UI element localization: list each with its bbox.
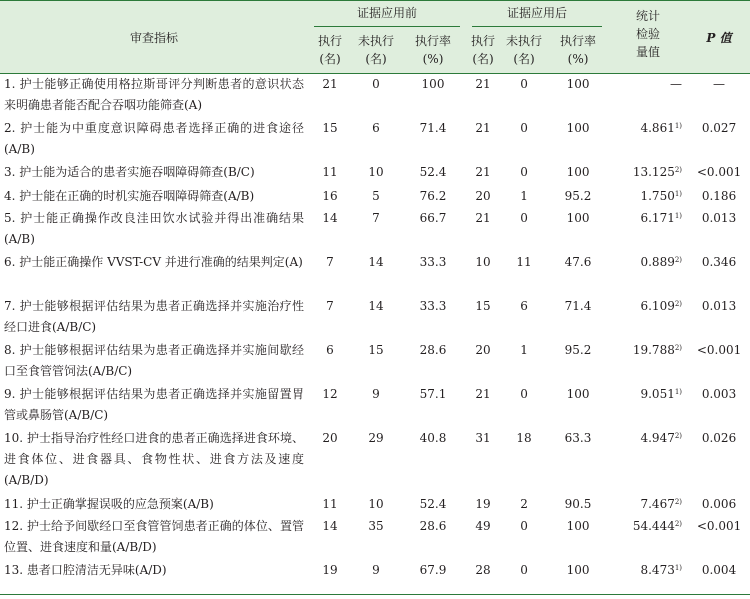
before-nonexec-cell: [352, 296, 400, 340]
header-before-exec: [308, 27, 352, 74]
stat-value-text: 4.861: [640, 121, 675, 135]
before-rate-text: 52.4: [419, 497, 447, 511]
p-value-cell: [688, 384, 750, 428]
before-nonexec-cell: [352, 252, 400, 296]
header-before-rate-l2: (%): [422, 52, 444, 66]
indicator-cell: [0, 208, 308, 252]
before-rate-text: 67.9: [419, 563, 447, 577]
indicator-text: 5. 护士能正确操作改良洼田饮水试验并得出准确结果(A/B): [4, 211, 304, 246]
before-exec-cell: [308, 560, 352, 595]
after-nonexec-text: 0: [520, 519, 528, 533]
after-nonexec-cell: [500, 516, 548, 560]
indicator-text: 3. 护士能为适合的患者实施吞咽障碍筛查(B/C): [4, 165, 255, 179]
after-exec-cell: [466, 74, 500, 119]
test-type-footnote-mark: 1): [674, 212, 683, 220]
before-nonexec-cell: [352, 494, 400, 516]
after-exec-text: 21: [475, 121, 491, 135]
header-after-exec-l2: (名): [472, 52, 494, 66]
before-exec-text: 7: [326, 255, 334, 269]
before-rate-text: 28.6: [419, 343, 447, 357]
after-nonexec-cell: [500, 428, 548, 494]
indicator-text: 8. 护士能够根据评估结果为患者正确选择并实施间歇经口至食管管饲法(A/B/C): [4, 343, 304, 378]
header-before-nonexec-l2: (名): [365, 52, 387, 66]
after-exec-cell: [466, 118, 500, 162]
after-rate-text: 100: [566, 165, 590, 179]
p-value-cell: [688, 74, 750, 119]
before-exec-cell: [308, 74, 352, 119]
p-value-text: 0.186: [701, 189, 737, 203]
before-exec-text: 15: [322, 121, 338, 135]
p-value-text: <0.001: [696, 165, 742, 179]
header-after-rate-l2: (%): [567, 52, 589, 66]
after-nonexec-text: 11: [516, 255, 532, 269]
stat-value-cell: [608, 162, 688, 186]
stat-value-cell: [608, 340, 688, 384]
header-before-rate: [400, 27, 466, 74]
p-value-text: 0.006: [701, 497, 737, 511]
table-row: [0, 516, 750, 560]
header-before-rate-l1: 执行率: [415, 34, 452, 48]
table-row: [0, 296, 750, 340]
before-rate-cell: [400, 340, 466, 384]
after-nonexec-text: 18: [516, 431, 532, 445]
before-rate-cell: [400, 162, 466, 186]
table-row: [0, 494, 750, 516]
stat-value-cell: [608, 118, 688, 162]
after-rate-cell: [548, 162, 608, 186]
table-row: [0, 208, 750, 252]
after-rate-cell: [548, 252, 608, 296]
before-rate-cell: [400, 560, 466, 595]
stat-value-text: 6.171: [640, 211, 675, 225]
test-type-footnote-mark: 1): [674, 564, 683, 572]
indicator-cell: [0, 118, 308, 162]
before-exec-text: 21: [322, 77, 338, 91]
before-exec-text: 11: [322, 497, 338, 511]
header-after-exec-l1: 执行: [471, 34, 496, 48]
test-type-footnote-mark: 2): [674, 300, 683, 308]
stat-value-text: 7.467: [640, 497, 675, 511]
before-exec-text: 19: [322, 563, 338, 577]
after-rate-cell: [548, 428, 608, 494]
stat-value-cell: [608, 252, 688, 296]
after-exec-text: 19: [475, 497, 491, 511]
p-value-cell: [688, 296, 750, 340]
after-nonexec-cell: [500, 252, 548, 296]
before-exec-cell: [308, 516, 352, 560]
p-value-text: 0.004: [701, 563, 737, 577]
after-rate-cell: [548, 186, 608, 208]
indicator-cell: [0, 296, 308, 340]
after-rate-text: 100: [566, 77, 590, 91]
header-after-rate-l1: 执行率: [560, 34, 597, 48]
header-before-exec-l1: 执行: [317, 34, 342, 48]
indicator-cell: [0, 560, 308, 595]
after-rate-text: 95.2: [564, 189, 592, 203]
indicator-cell: [0, 162, 308, 186]
indicator-cell: [0, 516, 308, 560]
before-nonexec-text: 14: [368, 255, 384, 269]
test-type-footnote-mark: 2): [674, 344, 683, 352]
header-after-nonexec-l2: (名): [513, 52, 535, 66]
after-rate-text: 90.5: [564, 497, 592, 511]
p-value-text: 0.013: [701, 211, 737, 225]
before-rate-cell: [400, 516, 466, 560]
p-value-cell: [688, 340, 750, 384]
table-row: [0, 340, 750, 384]
table-row: [0, 74, 750, 119]
before-nonexec-text: 9: [372, 387, 380, 401]
after-exec-text: 49: [475, 519, 491, 533]
test-type-footnote-mark: 2): [674, 166, 683, 174]
after-rate-text: 71.4: [564, 299, 592, 313]
after-nonexec-cell: [500, 162, 548, 186]
after-rate-cell: [548, 340, 608, 384]
table-row: [0, 560, 750, 595]
before-nonexec-text: 10: [368, 165, 384, 179]
after-nonexec-text: 1: [520, 343, 528, 357]
stat-value-cell: [608, 208, 688, 252]
before-rate-text: 52.4: [419, 165, 447, 179]
after-nonexec-text: 2: [520, 497, 528, 511]
before-rate-cell: [400, 186, 466, 208]
stat-value-cell: [608, 560, 688, 595]
test-type-footnote-mark: 2): [674, 498, 683, 506]
stat-value-text: 8.473: [640, 563, 675, 577]
after-exec-cell: [466, 384, 500, 428]
table-row: [0, 186, 750, 208]
p-value-text: 0.027: [701, 121, 737, 135]
indicator-cell: [0, 186, 308, 208]
after-nonexec-cell: [500, 296, 548, 340]
indicator-text: 13. 患者口腔清洁无异味(A/D): [4, 563, 167, 577]
after-nonexec-text: 1: [520, 189, 528, 203]
before-exec-cell: [308, 428, 352, 494]
before-rate-text: 71.4: [419, 121, 447, 135]
p-value-text: 0.013: [701, 299, 737, 313]
indicator-text: 2. 护士能为中重度意识障碍患者选择正确的进食途径(A/B): [4, 121, 304, 156]
stat-value-cell: [608, 494, 688, 516]
before-nonexec-cell: [352, 162, 400, 186]
after-exec-cell: [466, 428, 500, 494]
test-type-footnote-mark: 2): [674, 432, 683, 440]
indicator-cell: [0, 74, 308, 119]
before-rate-text: 100: [421, 77, 445, 91]
indicator-cell: [0, 340, 308, 384]
after-rate-text: 100: [566, 387, 590, 401]
stat-value-text: —: [670, 77, 683, 91]
test-type-footnote-mark: 1): [674, 190, 683, 198]
after-rate-cell: [548, 516, 608, 560]
test-type-footnote-mark: 1): [674, 388, 683, 396]
before-rate-text: 33.3: [419, 255, 447, 269]
stat-value-text: 6.109: [640, 299, 675, 313]
after-nonexec-cell: [500, 560, 548, 595]
before-rate-text: 57.1: [419, 387, 447, 401]
after-nonexec-text: 0: [520, 211, 528, 225]
before-nonexec-text: 15: [368, 343, 384, 357]
before-nonexec-cell: [352, 384, 400, 428]
before-nonexec-text: 0: [372, 77, 380, 91]
after-exec-text: 21: [475, 387, 491, 401]
stat-value-text: 9.051: [640, 387, 675, 401]
after-nonexec-cell: [500, 494, 548, 516]
after-rate-text: 100: [566, 519, 590, 533]
stat-value-cell: [608, 186, 688, 208]
indicator-cell: [0, 494, 308, 516]
before-nonexec-cell: [352, 560, 400, 595]
header-before-exec-l2: (名): [319, 52, 341, 66]
header-stat: [608, 1, 688, 74]
p-value-cell: [688, 428, 750, 494]
before-nonexec-text: 29: [368, 431, 384, 445]
table-row: [0, 162, 750, 186]
after-nonexec-cell: [500, 74, 548, 119]
stat-value-text: 13.125: [632, 165, 675, 179]
after-rate-cell: [548, 384, 608, 428]
stat-value-cell: [608, 516, 688, 560]
header-after-nonexec-l1: 未执行: [506, 34, 543, 48]
before-nonexec-text: 6: [372, 121, 380, 135]
after-nonexec-cell: [500, 118, 548, 162]
before-exec-cell: [308, 384, 352, 428]
stat-value-text: 19.788: [632, 343, 675, 357]
after-nonexec-text: 0: [520, 165, 528, 179]
header-p-value: P 值: [688, 1, 750, 74]
before-rate-cell: [400, 384, 466, 428]
indicator-text: 1. 护士能够正确使用格拉斯哥评分判断患者的意识状态来明确患者能否配合吞咽功能筛查(A): [4, 77, 304, 112]
p-value-cell: [688, 252, 750, 296]
after-exec-cell: [466, 296, 500, 340]
header-before-nonexec: [352, 27, 400, 74]
before-exec-text: 14: [322, 211, 338, 225]
indicator-text: 12. 护士给予间歇经口至食管管饲患者正确的体位、置管位置、进食速度和量(A/B/D): [4, 519, 304, 554]
before-rate-cell: [400, 494, 466, 516]
header-stat-l3: 量值: [636, 45, 661, 59]
after-exec-cell: [466, 560, 500, 595]
indicator-text: 7. 护士能够根据评估结果为患者正确选择并实施治疗性经口进食(A/B/C): [4, 299, 304, 334]
before-rate-cell: [400, 252, 466, 296]
before-exec-text: 12: [322, 387, 338, 401]
before-nonexec-text: 5: [372, 189, 380, 203]
p-value-text: <0.001: [696, 343, 742, 357]
after-rate-text: 47.6: [564, 255, 592, 269]
after-rate-text: 100: [566, 211, 590, 225]
before-nonexec-text: 7: [372, 211, 380, 225]
after-exec-text: 15: [475, 299, 491, 313]
header-indicator: 审查指标: [0, 1, 308, 74]
after-nonexec-cell: [500, 208, 548, 252]
p-value-cell: [688, 162, 750, 186]
p-value-cell: [688, 560, 750, 595]
indicator-text: 6. 护士能正确操作 VVST-CV 并进行准确的结果判定(A): [4, 255, 303, 269]
p-value-cell: [688, 118, 750, 162]
after-rate-cell: [548, 560, 608, 595]
after-nonexec-text: 6: [520, 299, 528, 313]
after-rate-text: 95.2: [564, 343, 592, 357]
indicator-cell: [0, 428, 308, 494]
after-nonexec-text: 0: [520, 563, 528, 577]
before-rate-text: 66.7: [419, 211, 447, 225]
p-value-cell: [688, 208, 750, 252]
indicator-cell: [0, 252, 308, 296]
header-before-label: 证据应用前: [314, 1, 460, 27]
before-nonexec-text: 10: [368, 497, 384, 511]
p-value-cell: [688, 516, 750, 560]
header-after-group: [466, 1, 608, 28]
indicator-text: 10. 护士指导治疗性经口进食的患者正确选择进食环境、进食体位、进食器具、食物性状、进食方法及速度(A/B/D): [4, 431, 304, 487]
before-rate-text: 33.3: [419, 299, 447, 313]
after-nonexec-cell: [500, 340, 548, 384]
p-value-cell: [688, 186, 750, 208]
stat-value-cell: [608, 296, 688, 340]
p-value-cell: [688, 494, 750, 516]
before-nonexec-text: 9: [372, 563, 380, 577]
before-rate-text: 28.6: [419, 519, 447, 533]
indicator-text: 11. 护士正确掌握误吸的应急预案(A/B): [4, 497, 214, 511]
test-type-footnote-mark: 2): [674, 256, 683, 264]
before-nonexec-text: 35: [368, 519, 384, 533]
header-stat-l1: 统计: [636, 9, 661, 23]
after-rate-text: 63.3: [564, 431, 592, 445]
before-exec-text: 16: [322, 189, 338, 203]
after-exec-cell: [466, 186, 500, 208]
indicator-text: 9. 护士能够根据评估结果为患者正确选择并实施留置胃管或鼻肠管(A/B/C): [4, 387, 304, 422]
before-exec-text: 11: [322, 165, 338, 179]
table-row: [0, 118, 750, 162]
p-value-text: 0.346: [701, 255, 737, 269]
stat-value-cell: [608, 384, 688, 428]
before-rate-text: 40.8: [419, 431, 447, 445]
after-nonexec-text: 0: [520, 387, 528, 401]
after-rate-cell: [548, 74, 608, 119]
after-rate-cell: [548, 118, 608, 162]
after-exec-text: 21: [475, 165, 491, 179]
before-nonexec-cell: [352, 186, 400, 208]
after-exec-cell: [466, 208, 500, 252]
before-exec-cell: [308, 208, 352, 252]
before-exec-cell: [308, 118, 352, 162]
table-row: [0, 428, 750, 494]
before-exec-cell: [308, 296, 352, 340]
after-exec-text: 20: [475, 343, 491, 357]
before-rate-cell: [400, 74, 466, 119]
stat-value-text: 1.750: [640, 189, 675, 203]
before-nonexec-cell: [352, 516, 400, 560]
stat-value-text: 4.947: [640, 431, 675, 445]
after-nonexec-text: 0: [520, 121, 528, 135]
after-exec-text: 10: [475, 255, 491, 269]
before-rate-cell: [400, 208, 466, 252]
stat-value-cell: [608, 428, 688, 494]
header-after-nonexec: [500, 27, 548, 74]
after-nonexec-text: 0: [520, 77, 528, 91]
header-after-label: 证据应用后: [472, 1, 602, 27]
indicator-text: 4. 护士能在正确的时机实施吞咽障碍筛查(A/B): [4, 189, 255, 203]
before-nonexec-cell: [352, 74, 400, 119]
after-nonexec-cell: [500, 384, 548, 428]
before-exec-cell: [308, 252, 352, 296]
before-exec-cell: [308, 162, 352, 186]
p-value-text: 0.003: [701, 387, 737, 401]
before-exec-cell: [308, 494, 352, 516]
indicator-cell: [0, 384, 308, 428]
stat-value-cell: [608, 74, 688, 119]
before-rate-cell: [400, 428, 466, 494]
after-exec-text: 21: [475, 77, 491, 91]
before-exec-cell: [308, 340, 352, 384]
after-exec-cell: [466, 340, 500, 384]
after-exec-cell: [466, 162, 500, 186]
after-rate-text: 100: [566, 563, 590, 577]
after-exec-text: 21: [475, 211, 491, 225]
table-body: [0, 74, 750, 595]
stat-value-text: 0.889: [640, 255, 675, 269]
test-type-footnote-mark: 1): [674, 122, 683, 130]
before-nonexec-text: 14: [368, 299, 384, 313]
after-nonexec-cell: [500, 186, 548, 208]
after-exec-cell: [466, 516, 500, 560]
after-exec-cell: [466, 252, 500, 296]
after-rate-cell: [548, 296, 608, 340]
header-after-exec: [466, 27, 500, 74]
header-before-group: [308, 1, 466, 28]
before-rate-cell: [400, 118, 466, 162]
before-nonexec-cell: [352, 208, 400, 252]
after-exec-cell: [466, 494, 500, 516]
test-type-footnote-mark: 2): [674, 520, 683, 528]
header-stat-l2: 检验: [636, 27, 661, 41]
stat-value-text: 54.444: [632, 519, 675, 533]
after-rate-cell: [548, 494, 608, 516]
before-nonexec-cell: [352, 118, 400, 162]
table-row: [0, 384, 750, 428]
p-value-text: <0.001: [696, 519, 742, 533]
header-before-nonexec-l1: 未执行: [357, 34, 394, 48]
header-after-rate: [548, 27, 608, 74]
after-rate-cell: [548, 208, 608, 252]
before-exec-text: 6: [326, 343, 334, 357]
after-exec-text: 20: [475, 189, 491, 203]
after-exec-text: 31: [475, 431, 491, 445]
after-rate-text: 100: [566, 121, 590, 135]
table-row: [0, 252, 750, 296]
p-value-text: 0.026: [701, 431, 737, 445]
before-exec-cell: [308, 186, 352, 208]
after-exec-text: 28: [475, 563, 491, 577]
before-exec-text: 20: [322, 431, 338, 445]
before-nonexec-cell: [352, 340, 400, 384]
before-rate-cell: [400, 296, 466, 340]
p-value-text: —: [713, 77, 726, 91]
before-nonexec-cell: [352, 428, 400, 494]
before-exec-text: 7: [326, 299, 334, 313]
before-exec-text: 14: [322, 519, 338, 533]
before-rate-text: 76.2: [419, 189, 447, 203]
